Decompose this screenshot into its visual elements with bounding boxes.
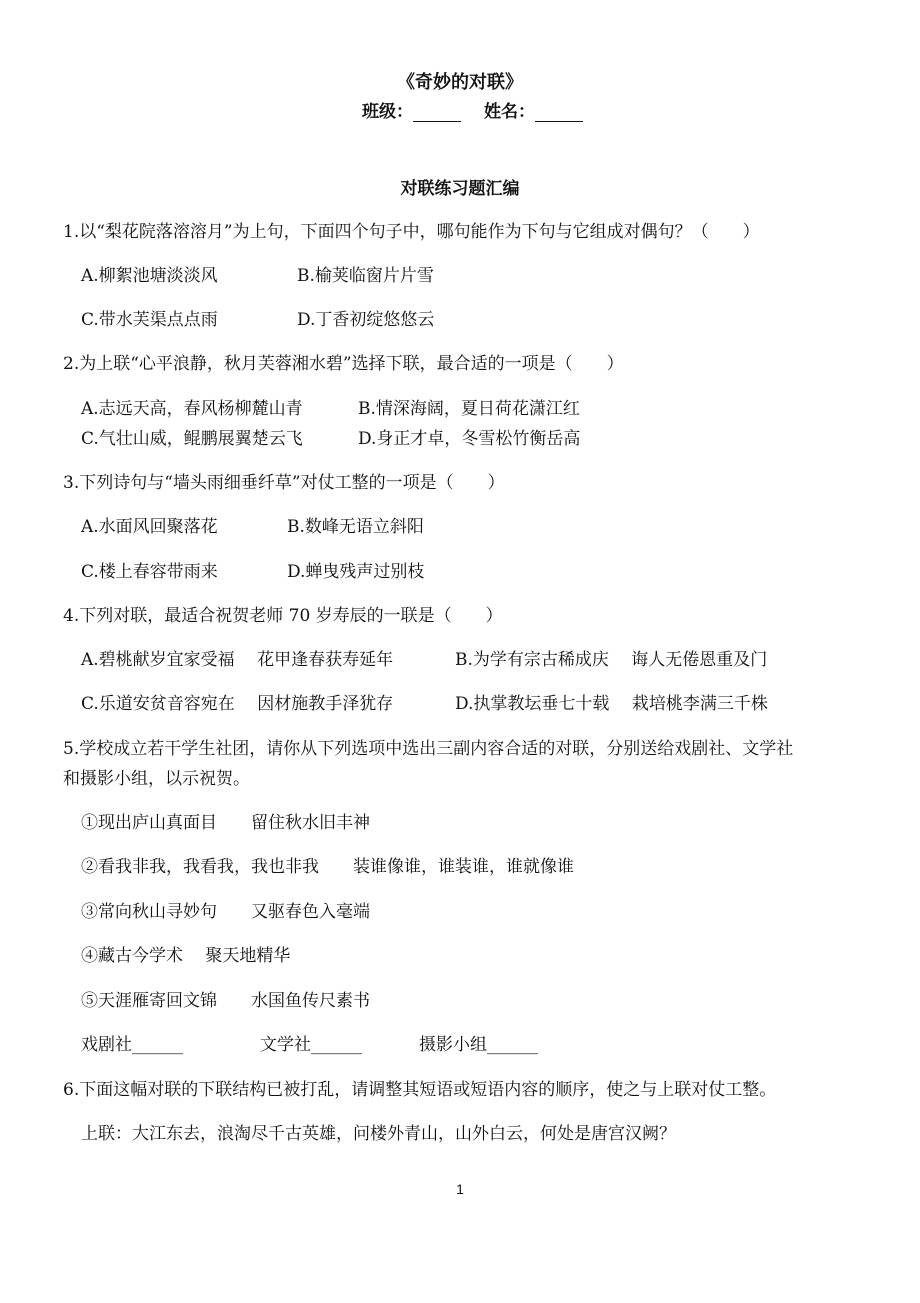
question-1-option-c: C.带水芙渠点点雨: [81, 310, 218, 330]
question-5-stem-line-1: 5.学校成立若干学生社团，请你从下列选项中选出三副内容合适的对联，分别送给戏剧社、文学社: [63, 739, 794, 759]
question-3-option-b: B.数峰无语立斜阳: [287, 517, 424, 537]
question-2-option-a: A.志远天高，春风杨柳麓山青: [81, 399, 303, 419]
question-5-stem-line-2: 和摄影小组，以示祝贺。: [63, 769, 250, 789]
question-6-stem: 6.下面这幅对联的下联结构已被打乱，请调整其短语或短语内容的顺序，使之与上联对仗工整。: [63, 1080, 777, 1100]
section-title: 对联练习题汇编: [400, 179, 520, 199]
question-5-answer-photo[interactable]: 摄影小组______: [419, 1035, 538, 1055]
class-blank[interactable]: [413, 103, 461, 122]
question-3-option-c: C.楼上春容带雨来: [81, 562, 218, 582]
page-title: 《奇妙的对联》: [397, 72, 523, 93]
question-2-stem: 2.为上联“心平浪静，秋月芙蓉湘水碧”选择下联，最合适的一项是（ ）: [63, 354, 624, 374]
question-4-option-b: B.为学有宗古稀成庆 诲人无倦恩重及门: [455, 650, 768, 670]
question-2-option-d: D.身正才卓，冬雪松竹衡岳高: [358, 429, 581, 449]
question-1-option-d: D.丁香初绽悠悠云: [297, 310, 435, 330]
name-label: 姓名：: [484, 102, 535, 122]
question-5-answer-literature[interactable]: 文学社______: [260, 1035, 362, 1055]
class-label: 班级：: [362, 102, 413, 122]
question-1-option-a: A.柳絮池塘淡淡风: [81, 266, 218, 286]
question-5-item-5: ⑤天涯雁寄回文锦 水国鱼传尺素书: [81, 991, 370, 1011]
question-2-option-c: C.气壮山威，鲲鹏展翼楚云飞: [81, 429, 303, 449]
question-3-option-a: A.水面风回聚落花: [81, 517, 218, 537]
question-5-item-1: ①现出庐山真面目 留住秋水旧丰神: [81, 813, 370, 833]
question-3-stem: 3.下列诗句与“墙头雨细垂纤草”对仗工整的一项是（ ）: [63, 473, 505, 493]
question-5-item-3: ③常向秋山寻妙句 又驱春色入毫端: [81, 902, 370, 922]
question-5-item-4: ④藏古今学术 聚天地精华: [81, 946, 291, 966]
name-blank[interactable]: [535, 103, 583, 122]
question-5-answer-drama[interactable]: 戏剧社______: [81, 1035, 183, 1055]
question-4-option-d: D.执掌教坛垂七十载 栽培桃李满三千株: [455, 694, 768, 714]
question-5-item-2: ②看我非我，我看我，我也非我 装谁像谁，谁装谁，谁就像谁: [81, 857, 574, 877]
question-1-option-b: B.榆荚临窗片片雪: [297, 266, 434, 286]
class-field: [362, 97, 461, 122]
page-number: 1: [456, 1181, 464, 1197]
question-1-stem: 1.以“梨花院落溶溶月”为上句，下面四个句子中，哪句能作为下句与它组成对偶句？（ ）: [63, 222, 760, 242]
question-4-stem: 4.下列对联，最适合祝贺老师 70 岁寿辰的一联是（ ）: [63, 606, 503, 626]
name-field: [484, 97, 583, 122]
question-6-upper-couplet: 上联：大江东去，浪淘尽千古英雄，问楼外青山，山外白云，何处是唐宫汉阙？: [81, 1124, 676, 1144]
question-2-option-b: B.情深海阔，夏日荷花潇江红: [358, 399, 580, 419]
question-4-option-a: A.碧桃献岁宜家受福 花甲逢春获寿延年: [81, 650, 394, 670]
question-4-option-c: C.乐道安贫音容宛在 因材施教手泽犹存: [81, 694, 394, 714]
question-3-option-d: D.蝉曳残声过别枝: [287, 562, 425, 582]
